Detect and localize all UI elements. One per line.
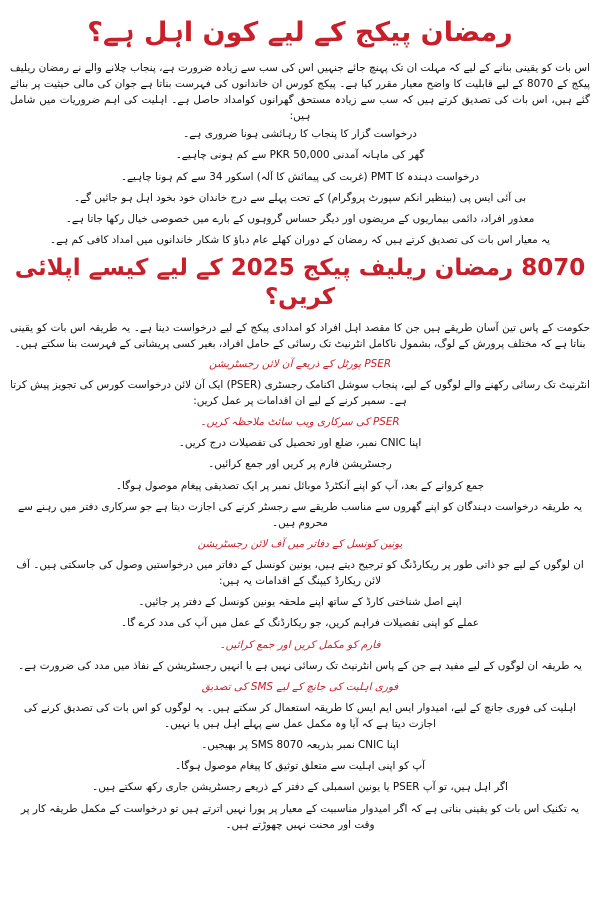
- pser-website-step: PSER کی سرکاری ویب سائٹ ملاحظہ کریں۔: [200, 416, 400, 429]
- online-step: رجسٹریشن فارم پر کریں اور جمع کرائیں۔: [208, 458, 392, 471]
- sms-step: اپنا CNIC نمبر بذریعہ SMS 8070 پر بھیجیں۔: [201, 739, 399, 752]
- offline-step: اپنے اصل شناختی کارڈ کے ساتھ اپنے ملحقہ یونین کونسل کے دفتر پر جائیں۔: [138, 596, 462, 609]
- submit-form-step: فارم کو مکمل کریں اور جمع کرائیں۔: [219, 638, 381, 651]
- eligibility-intro: اس بات کو یقینی بنانے کے لیے کہ مہلت ان تک پہنچ جائے جنہیں اس کی سب سے زیادہ ضرورت ہے، پنجاب چلانے والے نے رمضان ریلیف پیکج کے 8070 کے لیے قابلیت کا واضح معیار مقرر کیا ہے۔ پیکج کورس ان خاندانوں کی فہرست بناتا ہے جوان کی مالی حیثیت پر بنائے گئے ہیں، اس بات کی تصدیق کرتے ہیں کہ سب سے زیادہ مستحق گھرانوں کوامداد حاصل ہے۔ اہلیت کی اہم ضروریات میں شامل ہیں:: [10, 61, 590, 123]
- eligibility-title: رمضان پیکج کے لیے کون اہل ہے؟: [87, 17, 513, 48]
- sms-verification-heading: فوری اہلیت کی جانچ کے لیے SMS کی تصدیق: [201, 680, 399, 693]
- sms-closing: یہ تکنیک اس بات کو یقینی بناتی ہے کہ اگر امیدوار مناسبیت کے معیار پر پورا نہیں اترتے ہیں تو درخواست کے مکمل طریقہ کار پر وقت اور محنت نہیں چھوڑتے ہیں۔: [20, 802, 580, 831]
- criteria-item: گھر کی ماہانہ آمدنی PKR 50,000 سے کم ہونی چاہیے۔: [175, 149, 425, 162]
- how-to-apply-title: 8070 رمضان ریلیف پیکج 2025 کے لیے کیسے اپلائی کریں؟: [14, 255, 586, 310]
- criteria-item: معذور افراد، دائمی بیماریوں کے مریضوں اور دیگر حساس گروہوں کے بارے میں خصوصی خیال رکھا جاتا ہے۔: [65, 212, 535, 225]
- online-step: اپنا CNIC نمبر، ضلع اور تحصیل کی تفصیلات درج کریں۔: [178, 437, 422, 450]
- offline-registration-heading: یونین کونسل کے دفاتر میں آف لائن رجسٹریشن: [197, 537, 403, 550]
- online-registration-heading: PSER پورٹل کے ذریعے آن لائن رجسٹریشن: [208, 357, 392, 370]
- sms-verification-desc: اہلیت کی فوری جانچ کے لیے، امیدوار ایس ایم ایس کا طریقہ استعمال کر سکتے ہیں۔ یہ لوگوں کو اس بات کی تصدیق کرنے کی اجازت دیتا ہے کہ آیا وہ مکمل عمل سے پہلے اہل ہیں یا نہیں۔: [23, 701, 577, 730]
- criteria-item: یہ معیار اس بات کی تصدیق کرتے ہیں کہ رمضان کے دوران کھلے عام دباؤ کا شکار خاندانوں میں امداد کافی کم ہے۔: [49, 233, 551, 246]
- offline-note: یہ طریقہ ان لوگوں کے لیے مفید ہے جن کے پاس انٹرنیٹ تک رسائی نہیں ہے یا انہیں رجسٹریشن کے نفاذ میں مدد کی ضرورت ہے۔: [18, 659, 582, 672]
- offline-step: عملے کو اپنی تفصیلات فراہم کریں، جو ریکارڈنگ کے عمل میں آپ کی مدد کرے گا۔: [121, 617, 479, 630]
- criteria-item: درخواست دہندہ کا PMT (غربت کی پیمائش کا آلہ) اسکور 34 سے کم ہونا چاہیے۔: [120, 170, 480, 183]
- sms-step: آپ کو اپنی اہلیت سے متعلق توثیق کا پیغام موصول ہوگا۔: [175, 760, 425, 773]
- criteria-item: بی آئی ایس پی (بینظیر انکم سپورٹ پروگرام) کے تحت پہلے سے درج خاندان خود بخود اہل ہو جائیں گے۔: [74, 191, 526, 204]
- online-step: یہ طریقہ درخواست دہندگان کو اپنے گھروں سے مناسب طریقے سے رجسٹر کرنے کی اجازت دیتا ہے جو سرکاری دفتر میں رہنے سے محروم ہیں۔: [17, 500, 582, 529]
- criteria-item: درخواست گزار کا پنجاب کا رہائشی ہونا ضروری ہے۔: [183, 128, 417, 141]
- offline-registration-desc: ان لوگوں کے لیے جو ذاتی طور پر ریکارڈنگ کو ترجیح دیتے ہیں، یونین کونسل کے دفاتر میں درخواستیں وصول کی جاسکتی ہیں۔ آف لائن ریکارڈ کیپنگ کے اقدامات یہ ہیں:: [16, 559, 584, 588]
- online-registration-section: [10, 356, 590, 531]
- eligibility-criteria-list: [10, 126, 590, 248]
- offline-registration-section: [10, 536, 590, 674]
- online-step: جمع کروانے کے بعد، آپ کو اپنے آنکٹرڈ موبائل نمبر پر ایک تصدیقی پیغام موصول ہوگا۔: [115, 479, 485, 492]
- sms-verification-section: [10, 679, 590, 833]
- sms-step: اگر اہل ہیں، تو آپ PSER یا یونین اسمبلی کے دفتر کے ذریعے رجسٹریشن جاری رکھ سکتے ہیں۔: [92, 781, 508, 794]
- online-registration-desc: انٹرنیٹ تک رسائی رکھنے والے لوگوں کے لیے، پنجاب سوشل اکنامک رجسٹری (PSER) ایک آن لائن درخواست کورس کی تجویز پیش کرتا ہے۔ سمیر کرنے کے لیے ان اقدامات پر عمل کریں:: [10, 378, 590, 407]
- how-to-apply-intro: حکومت کے پاس تین آسان طریقے ہیں جن کا مقصد اہل افراد کو امدادی پیکج کے لیے درخواست دینا ہے۔ یہ طریقہ اس بات کو یقینی بناتا ہے کہ مختلف پرورش کے لوگ، بشمول ناکامل انٹرنیٹ تک رسائی کے حامل افراد، بغیر کسی پریشانی کے فہرست بنا سکتے ہیں۔: [10, 321, 590, 350]
